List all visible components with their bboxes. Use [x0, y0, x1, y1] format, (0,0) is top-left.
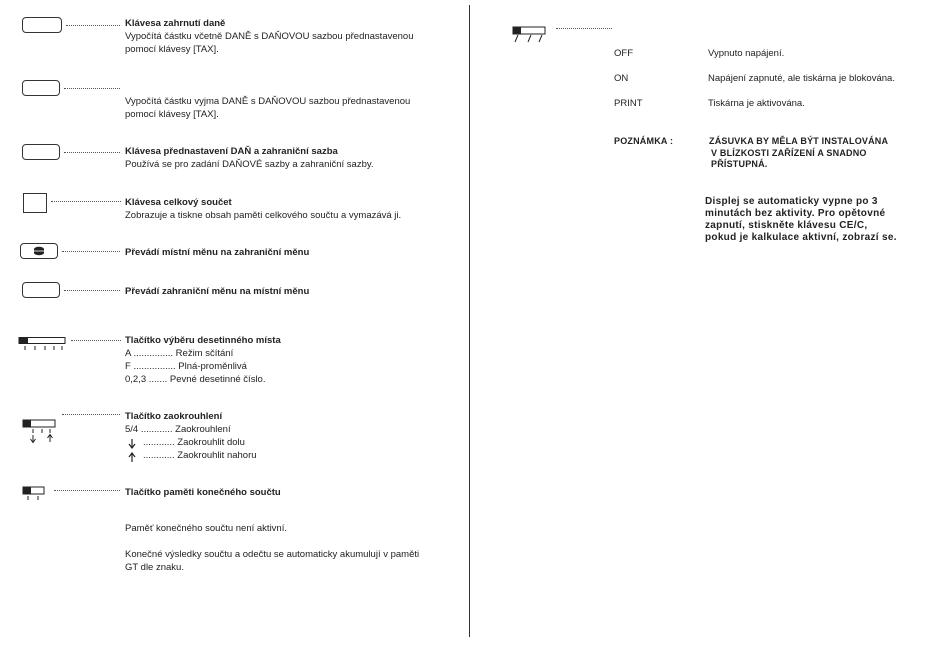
decimal-section — [125, 334, 281, 386]
gt-memory-title: Tlačítko paměti konečného součtu — [125, 487, 281, 498]
leader-dots — [51, 201, 121, 202]
foreign-to-local-title: Převádí zahraniční měnu na místní měnu — [125, 286, 310, 297]
rounding-54: 5/4 ............ Zaokrouhlení — [125, 424, 231, 435]
gt-memory-active-2: GT dle znaku. — [125, 562, 184, 573]
power-on-key: ON — [614, 73, 629, 84]
note-text — [709, 136, 888, 171]
info-line-1: Displej se automaticky vypne po 3 — [705, 196, 878, 207]
info-line-3: zapnutí, stiskněte klávesu CE/C, — [705, 220, 868, 231]
leader-dots — [64, 152, 120, 153]
decimal-title: Tlačítko výběru desetinného místa — [125, 335, 281, 346]
decimal-mode-f: F ................ Plná-proměnlivá — [125, 361, 247, 372]
tax-minus-desc-2: pomocí klávesy [TAX]. — [125, 109, 219, 120]
tax-preset-desc: Používá se pro zadání DAŇOVÉ sazby a zahraniční sazby. — [125, 159, 374, 170]
rounding-up-row — [125, 449, 257, 462]
power-on-desc: Napájení zapnuté, ale tiskárna je blokována. — [708, 73, 895, 84]
gt-memory-inactive: Paměť konečného součtu není aktivní. — [125, 523, 287, 534]
note-line-1: ZÁSUVKA BY MĚLA BÝT INSTALOVÁNA — [709, 136, 889, 146]
tax-plus-desc-1: Vypočítá částku včetně DANĚ s DAŇOVOU sazbou přednastavenou — [125, 31, 414, 42]
leader-dots — [64, 88, 120, 89]
grand-total-section — [125, 196, 401, 222]
rounding-down: ............ Zaokrouhlit dolu — [143, 437, 245, 448]
info-line-4: pokud je kalkulace aktivní, zobrazí se. — [705, 232, 897, 243]
column-divider — [469, 5, 470, 637]
power-print-key: PRINT — [614, 98, 643, 109]
tax-plus-title: Klávesa zahrnutí daně — [125, 18, 226, 29]
grand-total-desc: Zobrazuje a tiskne obsah paměti celkového součtu a vymazává ji. — [125, 210, 402, 221]
power-print-desc: Tiskárna je aktivována. — [708, 98, 805, 109]
power-switch[interactable] — [512, 26, 552, 44]
leader-dots — [54, 490, 120, 491]
gt-memory-active — [125, 548, 419, 574]
leader-dots — [62, 414, 120, 415]
foreign-to-local-key[interactable] — [22, 282, 60, 298]
tax-plus-key[interactable] — [22, 17, 62, 33]
rounding-down-row — [125, 436, 257, 449]
rounding-title: Tlačítko zaokrouhlení — [125, 411, 223, 422]
power-off-desc: Vypnuto napájení. — [708, 48, 785, 59]
leader-dots — [62, 251, 120, 252]
tax-minus-desc-1: Vypočítá částku vyjma DANĚ s DAŇOVOU sazbou přednastavenou — [125, 96, 411, 107]
grand-total-title: Klávesa celkový součet — [125, 197, 232, 208]
gt-memory-switch[interactable] — [22, 486, 52, 502]
local-to-foreign-title: Převádí místní měnu na zahraniční měnu — [125, 247, 310, 258]
auto-off-info — [705, 196, 897, 244]
leader-dots — [556, 28, 612, 29]
tax-preset-title: Klávesa přednastavení DAŇ a zahraniční sazba — [125, 146, 338, 157]
leader-dots — [66, 25, 120, 26]
info-line-2: minutách bez aktivity. Pro opětovné — [705, 208, 886, 219]
arrow-up-icon — [128, 452, 136, 462]
tax-minus-key[interactable] — [22, 80, 60, 96]
tax-plus-section — [125, 17, 413, 56]
arrow-down-icon — [128, 439, 136, 449]
rounding-up: ............ Zaokrouhlit nahoru — [143, 450, 257, 461]
decimal-mode-fixed: 0,2,3 ....... Pevné desetinné číslo. — [125, 374, 266, 385]
tax-minus-section — [125, 95, 410, 121]
decimal-mode-a: A ............... Režim sčítání — [125, 348, 234, 359]
grand-total-key[interactable] — [23, 193, 47, 213]
note-line-3: PŘÍSTUPNÁ. — [711, 159, 768, 169]
decimal-selector-switch[interactable] — [18, 336, 68, 354]
tax-preset-section — [125, 145, 374, 171]
leader-dots — [64, 290, 120, 291]
gt-memory-active-1: Konečné výsledky součtu a odečtu se automaticky akumulují v paměti — [125, 549, 420, 560]
power-off-key: OFF — [614, 48, 633, 59]
tax-plus-desc-2: pomocí klávesy [TAX]. — [125, 44, 219, 55]
tax-preset-key[interactable] — [22, 144, 60, 160]
note-label: POZNÁMKA : — [614, 136, 674, 146]
leader-dots — [71, 340, 121, 341]
rounding-section — [125, 410, 257, 462]
coin-stack-icon — [21, 244, 57, 258]
rounding-switch[interactable] — [22, 419, 62, 445]
currency-convert-key[interactable] — [20, 243, 58, 259]
note-line-2: V BLÍZKOSTI ZAŘÍZENÍ A SNADNO — [711, 147, 867, 158]
